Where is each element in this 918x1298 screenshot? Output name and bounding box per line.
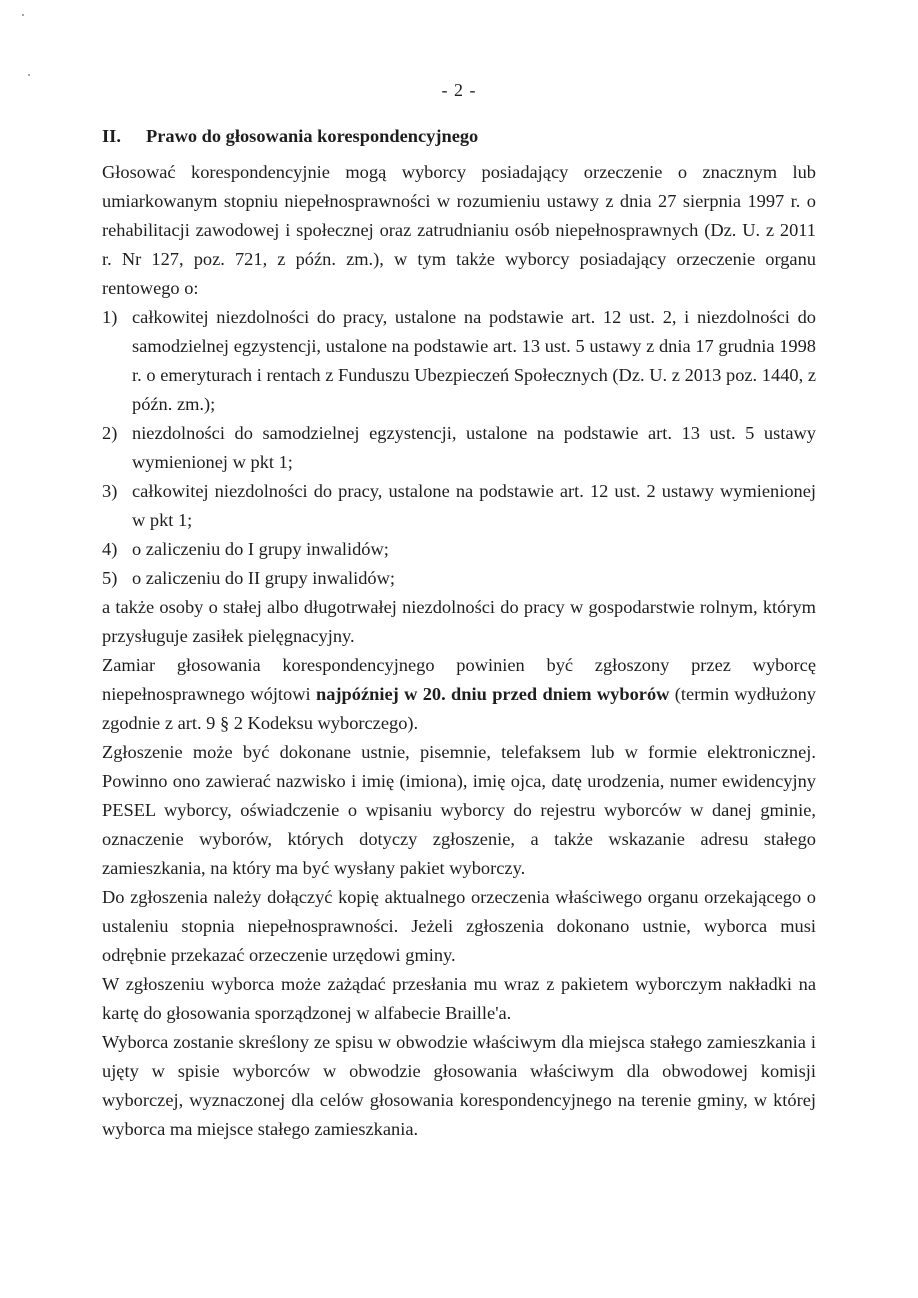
list-item-marker: 2) [102, 423, 118, 443]
notification-content-paragraph: Zgłoszenie może być dokonane ustnie, pisemnie, telefaksem lub w formie elektronicznej. Powinno ono zawierać nazwisko i imię (imiona), imię ojca, datę urodzenia, numer ewidencyjny PESEL wyborcy, oświadczenie o wpisaniu wyborcy do rejestru wyborców w danej gminie, oznaczenie wyborów, których dotyczy zgłoszenie, a także wskazanie adresu stałego zamieszkania, na który ma być wysłany pakiet wyborczy. [102, 742, 816, 878]
list-item [102, 303, 816, 419]
braille-paragraph: W zgłoszeniu wyborca może zażądać przesłania mu wraz z pakietem wyborczym nakładki na kartę do głosowania sporządzonej w alfabecie Braille'a. [102, 974, 816, 1023]
list-item-marker: 4) [102, 539, 118, 559]
after-list-paragraph: a także osoby o stałej albo długotrwałej niezdolności do pracy w gospodarstwie rolnym, którym przysługuje zasiłek pielęgnacyjny. [102, 597, 816, 646]
list-item [102, 535, 816, 564]
intro-paragraph: Głosować korespondencyjnie mogą wyborcy posiadający orzeczenie o znacznym lub umiarkowanym stopniu niepełnosprawności w rozumieniu ustawy z dnia 27 sierpnia 1997 r. o rehabilitacji zawodowej i społecznej oraz zatrudnianiu osób niepełnosprawnych (Dz. U. z 2011 r. Nr 127, poz. 721, z późn. zm.), w tym także wyborcy posiadający orzeczenie organu rentowego o: [102, 162, 816, 298]
list-item-marker: 1) [102, 307, 118, 327]
list-item [102, 564, 816, 593]
deadline-paragraph [102, 651, 816, 738]
list-item-text: całkowitej niezdolności do pracy, ustalone na podstawie art. 12 ust. 2, i niezdolności do samodzielnej egzystencji, ustalone na podstawie art. 13 ust. 5 ustawy z dnia 17 grudnia 1998 r. o emeryturach i rentach z Funduszu Ubezpieczeń Społecznych (Dz. U. z 2013 poz. 1440, z późn. zm.); [132, 307, 816, 414]
section-title: Prawo do głosowania korespondencyjnego [146, 126, 479, 146]
voter-list-paragraph: Wyborca zostanie skreślony ze spisu w obwodzie właściwym dla miejsca stałego zamieszkania i ujęty w spisie wyborców w obwodzie głosowania właściwym dla obwodowej komisji wyborczej, wyznaczonej dla celów głosowania korespondencyjnego na terenie gminy, w której wyborca ma miejsce stałego zamieszkania. [102, 1032, 816, 1139]
list-item-text: o zaliczeniu do I grupy inwalidów; [132, 539, 389, 559]
attachment-paragraph: Do zgłoszenia należy dołączyć kopię aktualnego orzeczenia właściwego organu orzekającego o ustaleniu stopnia niepełnosprawności. Jeżeli zgłoszenia dokonano ustnie, wyborca musi odrębnie przekazać orzeczenie urzędowi gminy. [102, 887, 816, 965]
list-item-text: niezdolności do samodzielnej egzystencji, ustalone na podstawie art. 13 ust. 5 ustawy wymienionej w pkt 1; [132, 423, 816, 472]
deadline-bold-text: najpóźniej w 20. dniu przed dniem wyborów [315, 684, 670, 704]
list-item-text: całkowitej niezdolności do pracy, ustalone na podstawie art. 12 ust. 2 ustawy wymienionej w pkt 1; [132, 481, 816, 530]
list-item [102, 419, 816, 477]
section-number: II. [102, 126, 121, 146]
list-item-text: o zaliczeniu do II grupy inwalidów; [132, 568, 396, 588]
eligibility-list [102, 303, 816, 593]
scan-speck [22, 14, 24, 16]
list-item-marker: 3) [102, 481, 118, 501]
section-heading [102, 122, 816, 151]
list-item-marker: 5) [102, 568, 118, 588]
page-number: - 2 - [441, 80, 477, 100]
list-item [102, 477, 816, 535]
deadline-text-after: (termin wydłużony zgodnie z art. 9 § 2 Kodeksu wyborczego). [102, 684, 816, 733]
document-body [102, 122, 816, 1144]
scan-speck [28, 74, 30, 76]
deadline-text-before: Zamiar głosowania korespondencyjnego powinien być zgłoszony przez wyborcę niepełnosprawnego wójtowi [102, 655, 816, 704]
